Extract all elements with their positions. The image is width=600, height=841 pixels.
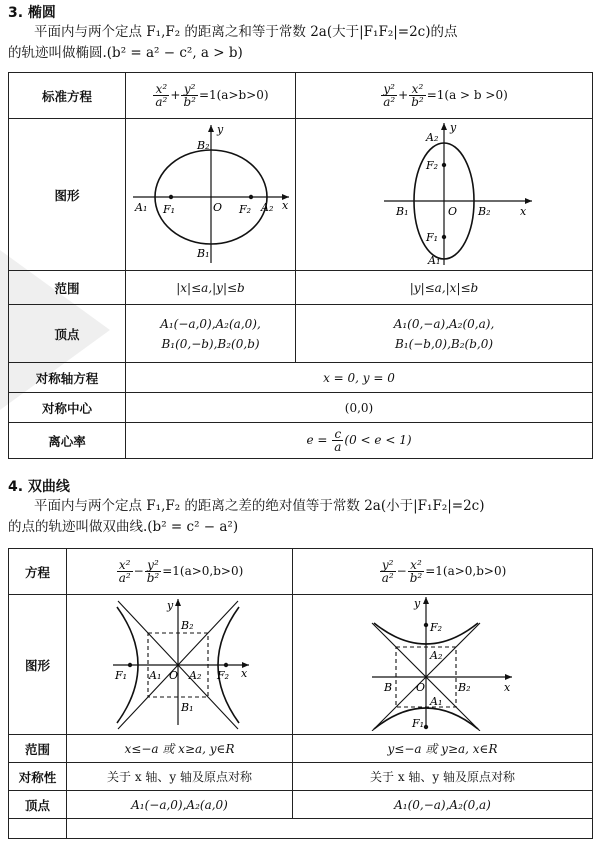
focus-f1-label: F₁ (162, 203, 175, 216)
focus-f2-label: F₂ (426, 159, 439, 172)
frac-num: x² (117, 559, 133, 572)
ellipse-section-title: 3. 椭圆 (8, 5, 56, 21)
focus-f2-label: F₂ (216, 669, 229, 682)
hyperbola-sym-right: 关于 x 轴、y 轴及原点对称 (293, 763, 593, 791)
origin-label: O (212, 201, 222, 214)
ellipse-vertical-graph (344, 119, 544, 267)
origin-label: O (415, 681, 425, 694)
frac-den: a² (381, 571, 394, 585)
focus-f1-point (442, 235, 446, 239)
ellipse-ecc-label: 离心率 (9, 423, 126, 459)
frac-num: x² (409, 83, 426, 96)
hyperbola-range-right: y≤−a 或 y≥a, x∈R (293, 735, 593, 763)
hyperbola-eq-left: $\frac{\text{x²}}{\text{a²}}$ − $\frac{\text{y²}}{\text{b²}}$ =1(a>0,b>0) (67, 549, 293, 595)
ellipse-center-label: 对称中心 (9, 393, 126, 423)
y-axis-label: y (166, 599, 173, 612)
hyperbola-row-cutoff (9, 819, 593, 839)
hyperbola-intro-line1: 平面内与两个定点 F₁,F₂ 的距离之差的绝对值等于常数 2a(小于|F₁F₂|=2c) (34, 498, 485, 514)
ellipse-eq-right: $\frac{\text{y²}}{\text{a²}}$ + $\frac{\text{x²}}{\text{b²}}$ =1(a > b >0) (296, 73, 593, 119)
ellipse-row-graph (9, 119, 593, 271)
y-axis-arrow (208, 125, 214, 132)
frac-den: a² (383, 95, 396, 109)
hyperbola-row-equation (9, 549, 593, 595)
vertex-line: B₁(0,−b),B₂(0,b) (161, 336, 260, 351)
ellipse-axis-label: 对称轴方程 (9, 363, 126, 393)
y-axis-arrow (423, 597, 429, 604)
vertex-b1-label: B₁ (396, 205, 409, 218)
eq-tail: =1(a>0,b>0) (162, 564, 244, 578)
frac-num: y² (145, 559, 162, 572)
vertex-b2-label: B₂ (478, 205, 491, 218)
ellipse-range-label: 范围 (9, 271, 126, 305)
ellipse-row-equation (9, 73, 593, 119)
ellipse-intro-line1: 平面内与两个定点 F₁,F₂ 的距离之和等于常数 2a(大于|F₁F₂|=2c)的点 (34, 24, 458, 40)
vertex-b2-label: B₂ (196, 139, 209, 152)
ellipse-graph-left-cell (126, 119, 296, 271)
hyperbola-vertex-left: A₁(−a,0),A₂(a,0) (67, 791, 293, 819)
hyperbola-vertex-label: 顶点 (9, 791, 67, 819)
cutoff-cell (67, 819, 593, 839)
focus-f1-point (168, 195, 172, 199)
vertex-line: A₁(0,−a),A₂(0,a), (393, 316, 495, 331)
frac-den: b² (409, 571, 423, 585)
origin-label: O (168, 669, 178, 682)
y-axis-arrow (441, 123, 447, 130)
eq-tail: =1(a>0,b>0) (425, 564, 507, 578)
ellipse-graph-right-cell (296, 119, 593, 271)
frac-den: b² (183, 95, 196, 109)
x-axis-label: x (503, 681, 510, 694)
ellipse-center-value: (0,0) (126, 393, 593, 423)
x-axis-label: x (520, 205, 527, 218)
frac-den: a² (118, 571, 131, 585)
hyperbola-range-left: x≤−a 或 x≥a, y∈R (67, 735, 293, 763)
ellipse-eq-label: 标准方程 (9, 73, 126, 119)
focus-f2-point (442, 163, 446, 167)
ellipse-graph-label: 图形 (9, 119, 126, 271)
frac-num: y² (381, 83, 397, 96)
focus-f1-label: F₁ (426, 231, 439, 244)
focus-f1-point (127, 663, 131, 667)
ellipse-intro (8, 22, 594, 64)
vertex-line: A₁(−a,0),A₂(a,0), (160, 316, 261, 331)
ellipse-intro-line2: 的轨迹叫做椭圆.(b² = a² − c², a > b) (8, 45, 243, 61)
ellipse-eq-left: $\frac{\text{x²}}{\text{a²}}$ + $\frac{\text{y²}}{\text{b²}}$ =1(a>b>0) (126, 73, 296, 119)
x-axis-arrow (505, 674, 512, 680)
focus-f2-point (248, 195, 252, 199)
hyperbola-section-title: 4. 双曲线 (8, 479, 70, 495)
frac-den: b² (146, 571, 160, 585)
hyperbola-graph-left-cell (67, 595, 293, 735)
hyperbola-sym-label: 对称性 (9, 763, 67, 791)
vertex-a1-label: A₁ (428, 254, 441, 267)
vertex-a1-label: A₁ (134, 201, 147, 214)
x-axis-label: x (240, 667, 247, 680)
frac-den: a (334, 440, 342, 454)
hyperbola-table (8, 548, 593, 839)
vertex-b2-label: B₂ (180, 619, 193, 632)
vertex-b-label: B (383, 681, 392, 694)
vertex-b1-label: B₁ (180, 701, 193, 714)
ellipse-row-center (9, 393, 593, 423)
frac-den: a² (155, 95, 168, 109)
hyperbola-intro-line2: 的点的轨迹叫做双曲线.(b² = c² − a²) (8, 519, 239, 535)
ellipse-vertex-left (126, 305, 296, 363)
y-axis-arrow (175, 599, 181, 606)
ellipse-vertex-right (296, 305, 593, 363)
hyperbola-graph-right-cell (293, 595, 593, 735)
eq-tail: =1(a>b>0) (198, 88, 269, 102)
focus-f1-point (423, 725, 427, 729)
ecc-suffix: (0 < e < 1) (344, 433, 412, 447)
vertex-a2-label: A₂ (429, 649, 442, 662)
frac-num: c (332, 428, 343, 441)
frac-num: x² (153, 83, 169, 96)
y-axis-label: y (216, 123, 223, 136)
y-axis-label: y (413, 597, 420, 610)
ellipse-row-eccentricity (9, 423, 593, 459)
ellipse-ecc-value (126, 423, 593, 459)
hyperbola-intro (8, 496, 594, 538)
hyperbola-vertex-right: A₁(0,−a),A₂(0,a) (293, 791, 593, 819)
hyperbola-row-vertex (9, 791, 593, 819)
hyperbola-row-graph (9, 595, 593, 735)
hyperbola-eq-label: 方程 (9, 549, 67, 595)
hyperbola-vertical-graph (368, 595, 518, 731)
frac-num: x² (408, 559, 425, 572)
focus-f2-point (423, 623, 427, 627)
ellipse-axis-value: x = 0, y = 0 (126, 363, 593, 393)
frac-num: y² (181, 83, 198, 96)
hyperbola-row-range (9, 735, 593, 763)
x-axis-label: x (281, 199, 288, 212)
ellipse-row-vertex (9, 305, 593, 363)
ecc-prefix: e = (306, 433, 328, 447)
ellipse-range-left: |x|≤a,|y|≤b (126, 271, 296, 305)
hyperbola-range-label: 范围 (9, 735, 67, 763)
focus-f2-label: F₂ (429, 621, 442, 634)
cutoff-cell (9, 819, 67, 839)
vertex-line: B₁(−b,0),B₂(b,0) (394, 336, 494, 351)
ellipse-vertex-label: 顶点 (9, 305, 126, 363)
ellipse-row-axis (9, 363, 593, 393)
vertex-b1-label: B₁ (196, 247, 209, 260)
hyperbola-sym-left: 关于 x 轴、y 轴及原点对称 (67, 763, 293, 791)
ellipse-range-right: |y|≤a,|x|≤b (296, 271, 593, 305)
focus-f2-label: F₂ (238, 203, 251, 216)
y-axis-label: y (450, 121, 457, 134)
vertex-a2-label: A₂ (188, 669, 201, 682)
x-axis-arrow (525, 198, 532, 204)
focus-f1-label: F₁ (411, 717, 424, 730)
ellipse-horizontal-graph (127, 119, 295, 267)
hyperbola-row-symmetry (9, 763, 593, 791)
focus-f1-label: F₁ (114, 669, 127, 682)
vertex-a1-label: A₁ (148, 669, 161, 682)
hyperbola-graph-label: 图形 (9, 595, 67, 735)
hyperbola-horizontal-graph (105, 595, 255, 731)
hyperbola-eq-right: $\frac{\text{y²}}{\text{a²}}$ − $\frac{\text{x²}}{\text{b²}}$ =1(a>0,b>0) (293, 549, 593, 595)
origin-label: O (448, 205, 458, 218)
frac-num: y² (380, 559, 396, 572)
ellipse-row-range (9, 271, 593, 305)
vertex-a2-label: A₂ (260, 201, 273, 214)
vertex-a1-label: A₁ (429, 695, 442, 708)
frac-den: b² (411, 95, 424, 109)
focus-f2-point (223, 663, 227, 667)
eq-tail: =1(a > b >0) (426, 88, 508, 102)
vertex-a2-label: A₂ (426, 131, 439, 144)
ellipse-table (8, 72, 593, 459)
vertex-b2-label: B₂ (457, 681, 470, 694)
